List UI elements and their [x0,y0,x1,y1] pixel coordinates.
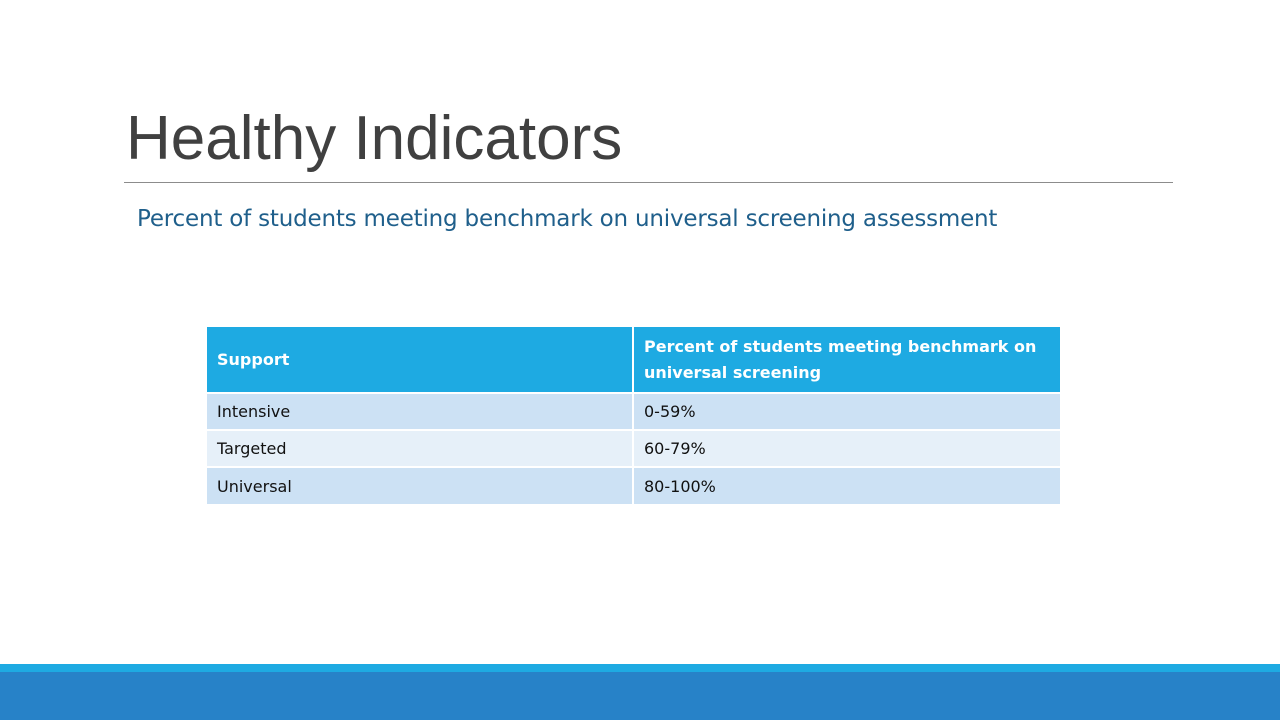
footer-band [0,672,1280,720]
table-row [207,393,1060,430]
support-cell: Intensive [207,393,633,430]
header-support: Support [207,327,633,393]
support-cell: Universal [207,467,633,504]
table-header-row [207,327,1060,393]
title-divider [124,182,1173,183]
percent-cell: 80-100% [644,476,716,496]
table-row [207,430,1060,467]
percent-cell: 0-59% [644,402,696,421]
footer-accent-band [0,664,1280,672]
header-percent: Percent of students meeting benchmark on universal screening [644,336,1037,382]
table-row [207,467,1060,504]
percent-cell: 60-79% [644,439,706,458]
support-cell: Targeted [207,430,633,467]
slide-subtitle: Percent of students meeting benchmark on universal screening assessment [137,206,998,232]
benchmark-table [207,327,1060,504]
slide-title: Healthy Indicators [126,104,623,173]
